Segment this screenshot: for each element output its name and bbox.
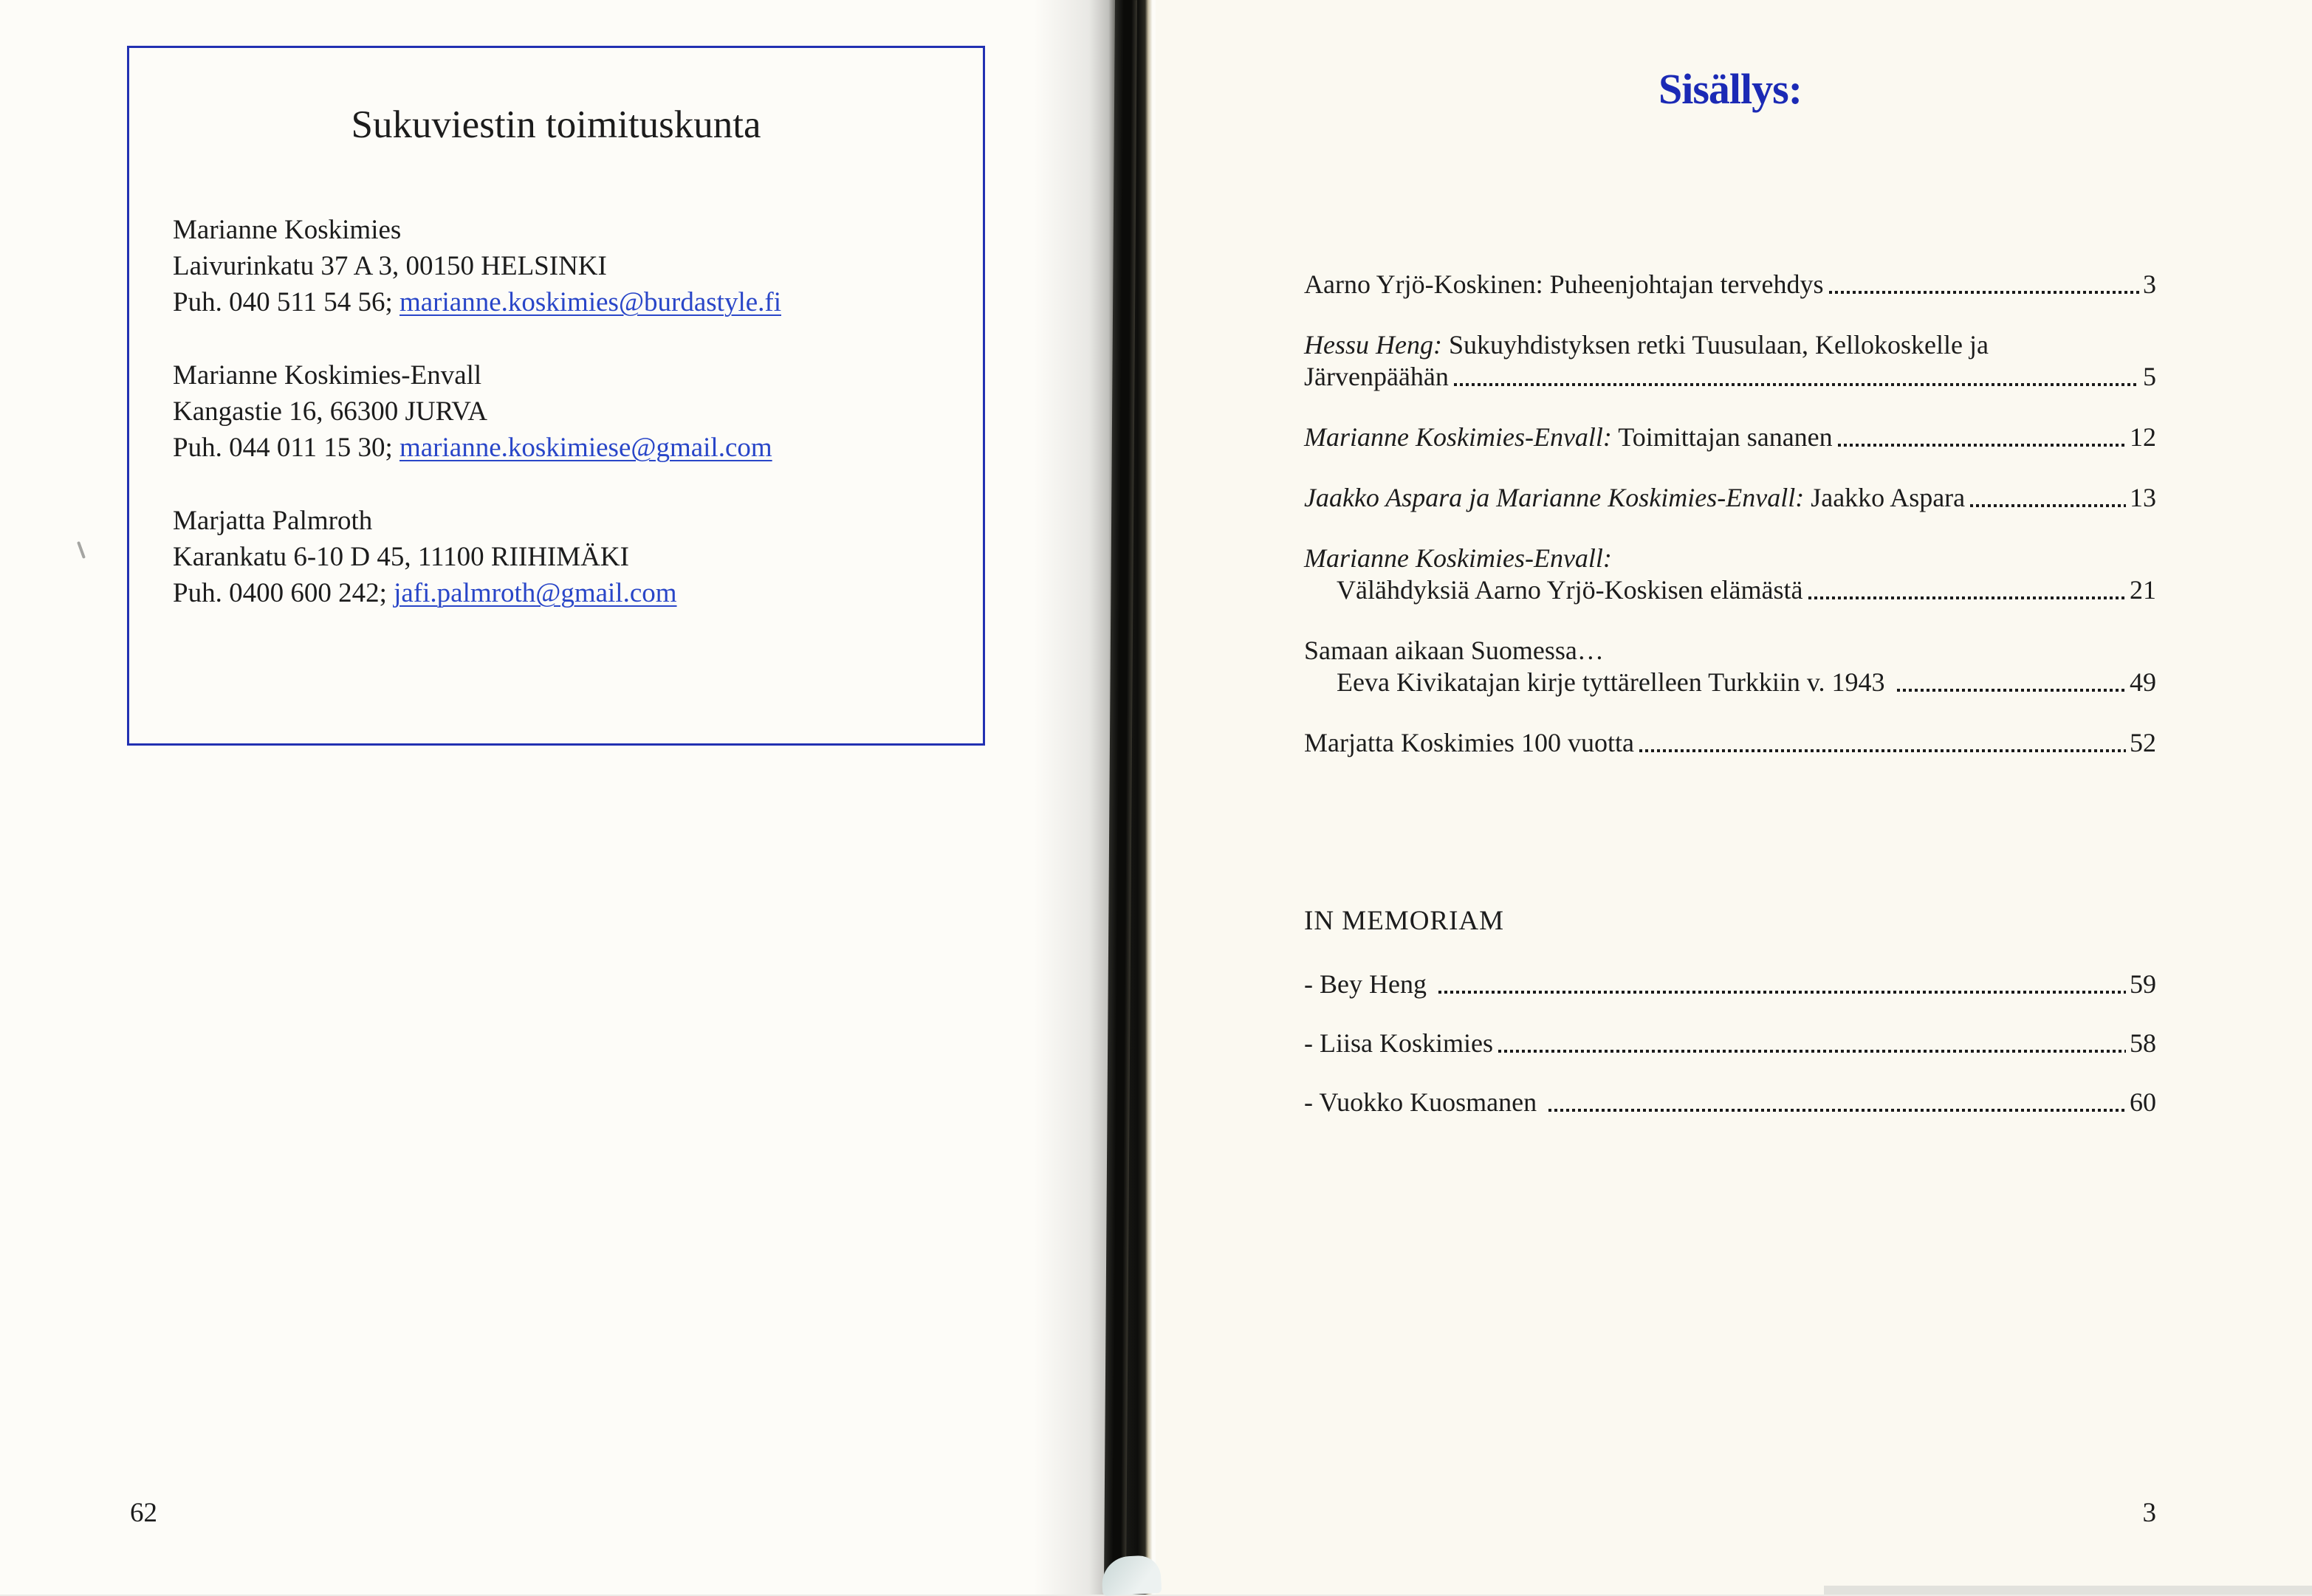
contact-name: Marianne Koskimies-Envall (173, 360, 482, 391)
toc-page-number: 21 (2130, 575, 2156, 605)
page-number-right: 3 (2142, 1498, 2156, 1528)
contact-phone: Puh. 040 511 54 56; (173, 287, 399, 317)
toc-line (1304, 574, 2156, 606)
toc-page-number: 5 (2143, 362, 2156, 391)
toc-entry (1304, 422, 2156, 453)
contact-email-link: jafi.palmroth@gmail.com (394, 578, 677, 608)
toc-line (1304, 635, 2156, 667)
toc-author: Marianne Koskimies-Envall: (1304, 422, 1612, 452)
toc-heading: Sisällys: (1658, 64, 1802, 113)
toc-list (1304, 269, 2156, 788)
toc-title-text: Jaakko Aspara (1804, 483, 1966, 512)
toc-title-text: Marjatta Koskimies 100 vuotta (1304, 728, 1634, 757)
toc-title-text: Aarno Yrjö-Koskinen: Puheenjohtajan tervehdys (1304, 269, 1824, 299)
toc-author: Hessu Heng: (1304, 330, 1442, 360)
toc-entry (1304, 329, 2156, 393)
contact-name: Marianne Koskimies (173, 215, 402, 245)
toc-line (1304, 422, 2156, 453)
toc-line (1304, 1087, 2156, 1118)
dot-leader (1639, 749, 2126, 752)
contact-phone-line (173, 284, 983, 320)
toc-title-text: Eeva Kivikatajan kirje tyttärelleen Turkkiin v. 1943 (1337, 667, 1892, 697)
dot-leader (1454, 383, 2139, 386)
toc-entry (1304, 635, 2156, 698)
contact-phone: Puh. 044 011 15 30; (173, 433, 399, 463)
contact-address: Laivurinkatu 37 A 3, 00150 HELSINKI (173, 251, 607, 281)
contact-name: Marjatta Palmroth (173, 506, 373, 536)
toc-line (1304, 543, 2156, 574)
box-title: Sukuviestin toimituskunta (351, 103, 761, 146)
toc-entry (1304, 482, 2156, 514)
toc-entry (1304, 727, 2156, 759)
toc-line (1304, 727, 2156, 759)
contact-entry (173, 357, 983, 466)
toc-page-number: 59 (2130, 969, 2156, 999)
toc-line (1304, 329, 2156, 361)
contact-entry (173, 212, 983, 320)
dot-leader (1498, 1050, 2126, 1053)
contact-email-link: marianne.koskimies@burdastyle.fi (399, 287, 781, 317)
toc-title-text: - Vuokko Kuosmanen (1304, 1087, 1544, 1117)
toc-author: Jaakko Aspara ja Marianne Koskimies-Envall: (1304, 483, 1805, 512)
right-page (1156, 0, 2312, 1595)
toc-title-text: - Liisa Koskimies (1304, 1028, 1493, 1058)
dot-leader (1808, 596, 2127, 599)
contact-entry (173, 503, 983, 611)
contact-address: Kangastie 16, 66300 JURVA (173, 396, 487, 427)
toc-title-text: Välähdyksiä Aarno Yrjö-Koskisen elämästä (1337, 575, 1803, 605)
toc-line (1304, 269, 2156, 300)
scan-artifact-mark (77, 541, 86, 559)
toc-author: Marianne Koskimies-Envall: (1304, 543, 1612, 573)
toc-page-number: 13 (2130, 483, 2156, 512)
toc-title-text: Samaan aikaan Suomessa… (1304, 636, 1604, 665)
toc-title-text: Sukuyhdistyksen retki Tuusulaan, Kellokoskelle ja (1441, 330, 1989, 360)
editorial-board-box (127, 46, 985, 746)
toc-title-text: Järvenpäähän (1304, 362, 1449, 391)
contact-phone: Puh. 0400 600 242; (173, 578, 394, 608)
contact-phone-line (173, 430, 983, 466)
toc-entry (1304, 269, 2156, 300)
toc-page-number: 58 (2130, 1028, 2156, 1058)
contact-list (173, 212, 983, 611)
toc-page-number: 52 (2130, 728, 2156, 757)
toc-page-number: 49 (2130, 667, 2156, 697)
toc-line (1304, 1028, 2156, 1059)
contact-address: Karankatu 6-10 D 45, 11100 RIIHIMÄKI (173, 542, 629, 572)
toc-page-number: 3 (2143, 269, 2156, 299)
toc-line (1304, 482, 2156, 514)
contact-email-link: marianne.koskimiese@gmail.com (399, 433, 772, 463)
dot-leader (1548, 1109, 2126, 1112)
dot-leader (1838, 444, 2126, 447)
toc-line (1304, 667, 2156, 698)
toc-title-text: - Bey Heng (1304, 969, 1433, 999)
dot-leader (1970, 504, 2126, 507)
left-page (0, 0, 1156, 1595)
dot-leader (1897, 689, 2127, 692)
dot-leader (1438, 991, 2126, 994)
dot-leader (1829, 291, 2140, 294)
page-number-left: 62 (130, 1498, 157, 1528)
contact-phone-line (173, 575, 983, 611)
toc-entry (1304, 543, 2156, 606)
toc-page-number: 12 (2130, 422, 2156, 452)
toc-line (1304, 969, 2156, 1000)
toc-line (1304, 361, 2156, 393)
toc-page-number: 60 (2130, 1087, 2156, 1117)
toc-title-text: Toimittajan sananen (1611, 422, 1833, 452)
memoriam-heading: IN MEMORIAM (1304, 906, 1505, 936)
scan-bottom-edge (1824, 1586, 2312, 1595)
memoriam-list (1304, 969, 2156, 1146)
